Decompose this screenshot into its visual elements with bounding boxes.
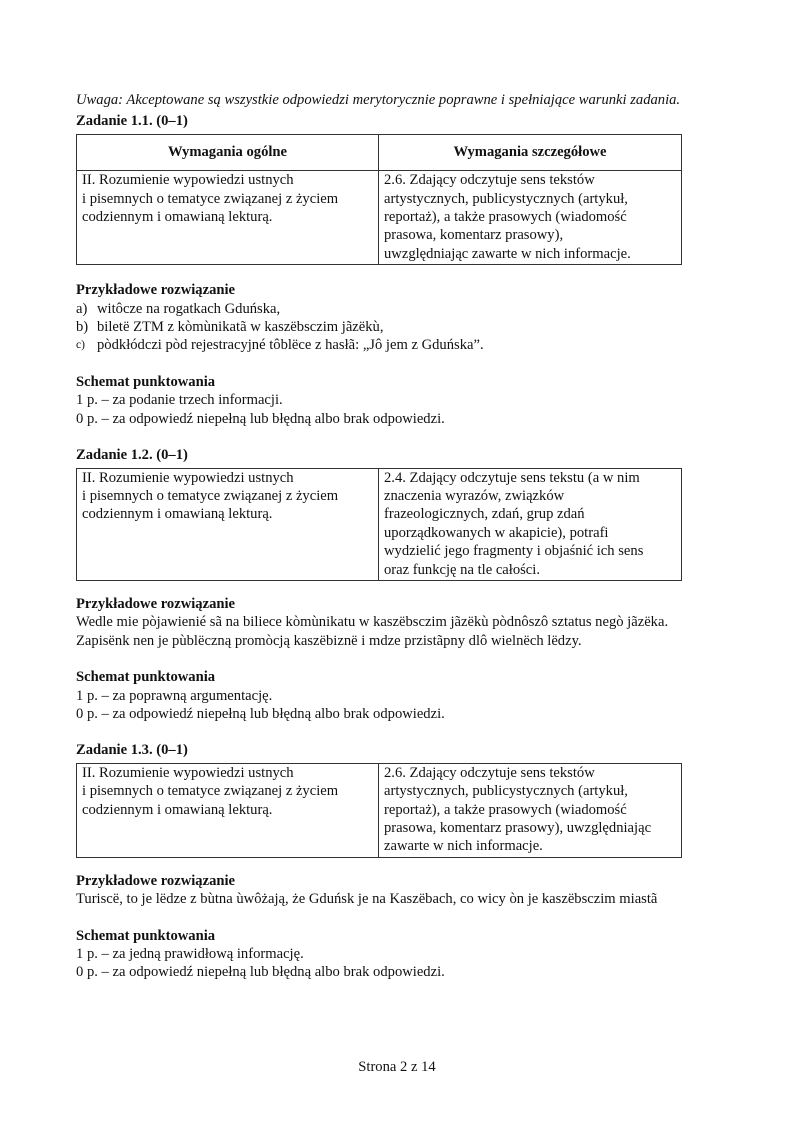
- specific-requirement: 2.6. Zdający odczytuje sens tekstów artystycznych, publicystycznych (artykuł, reportaż), a także prasowych (wiadomość prasowa, komentarz prasowy), uwzględniając zawarte w nich informacje.: [379, 763, 682, 857]
- specific-requirement: 2.6. Zdający odczytuje sens tekstów artystycznych, publicystycznych (artykuł, reportaż), a także prasowych (wiadomość prasowa, komentarz prasowy), uwzględniając zawarte w nich informacje.: [379, 171, 682, 265]
- solution-text: Wedle mie pòjawienié sã na biliece kòmùnikatu w kaszëbsczim jãzëkù pòdnôszô sztatus negò jãzëka. Zapisënk nen je pùblëczną promòcją kaszëbiznë i mdze przistãpny dlô wielnëch lëdzy.: [76, 614, 669, 649]
- solution-list: [76, 300, 681, 355]
- table-row: [77, 468, 682, 580]
- list-text: pòdkłódczi pòd rejestracyjné tôblëce z hasłã: „Jô jem z Gduńska”.: [97, 337, 484, 354]
- solution-heading: Przykładowe rozwiązanie: [76, 872, 236, 889]
- requirements-table: [76, 468, 682, 581]
- scoring-heading: Schemat punktowania: [76, 669, 216, 686]
- solution-heading: Przykładowe rozwiązanie: [76, 595, 236, 612]
- specific-requirement: 2.4. Zdający odczytuje sens tekstu (a w nim znaczenia wyrazów, związków frazeologicznych, zdań, grup zdań uporządkowanych w akapicie), potrafi wydzielić jego fragmenty i objaśnić ich sens oraz funkcję na tle całości.: [379, 468, 682, 580]
- list-text: witôcze na rogatkach Gduńska,: [97, 300, 281, 317]
- general-requirement: II. Rozumienie wypowiedzi ustnych i pisemnych o tematyce związanej z życiem codziennym i omawianą lekturą.: [77, 171, 379, 265]
- task-1-2: [76, 446, 681, 723]
- score-0: 0 p. – za odpowiedź niepełną lub błędną albo brak odpowiedzi.: [76, 410, 445, 427]
- header-specific: Wymagania szczegółowe: [379, 134, 682, 170]
- task-title: Zadanie 1.1. (0–1): [76, 113, 188, 130]
- note: Uwaga: Akceptowane są wszystkie odpowiedzi merytorycznie poprawne i spełniające warunki zadania.: [76, 92, 681, 108]
- list-text: biletë ZTM z kòmùnikatã w kaszëbsczim jãzëkù,: [97, 319, 384, 336]
- table-row: [77, 171, 682, 265]
- scoring-heading: Schemat punktowania: [76, 927, 216, 944]
- list-label: b): [76, 319, 89, 336]
- score-1: 1 p. – za jedną prawidłową informację.: [76, 946, 304, 963]
- requirements-table: [76, 134, 682, 265]
- table-row: [77, 763, 682, 857]
- score-0: 0 p. – za odpowiedź niepełną lub błędną albo brak odpowiedzi.: [76, 705, 445, 722]
- task-1-3: [76, 741, 681, 981]
- solution-heading: Przykładowe rozwiązanie: [76, 282, 236, 299]
- list-item: [76, 318, 681, 336]
- task-title: Zadanie 1.2. (0–1): [76, 447, 188, 464]
- score-1: 1 p. – za poprawną argumentację.: [76, 687, 273, 704]
- task-title: Zadanie 1.3. (0–1): [76, 742, 188, 759]
- header-general: Wymagania ogólne: [77, 134, 379, 170]
- page-content: [76, 91, 681, 982]
- solution-text: Turiscë, to je lëdze z bùtna ùwôżają, że Gduńsk je na Kaszëbach, co wicy òn je kaszëbsczim miastã: [76, 891, 658, 908]
- table-header-row: [77, 134, 682, 170]
- scoring-heading: Schemat punktowania: [76, 373, 216, 390]
- score-0: 0 p. – za odpowiedź niepełną lub błędną albo brak odpowiedzi.: [76, 964, 445, 981]
- page-number: Strona 2 z 14: [358, 1059, 436, 1075]
- general-requirement: II. Rozumienie wypowiedzi ustnych i pisemnych o tematyce związanej z życiem codziennym i omawianą lekturą.: [77, 468, 379, 580]
- list-item: [76, 336, 681, 354]
- task-1-1: [76, 112, 681, 428]
- general-requirement: II. Rozumienie wypowiedzi ustnych i pisemnych o tematyce związanej z życiem codziennym i omawianą lekturą.: [77, 763, 379, 857]
- score-1: 1 p. – za podanie trzech informacji.: [76, 392, 283, 409]
- list-label: a): [76, 300, 88, 317]
- list-label: c): [76, 339, 85, 352]
- list-item: [76, 300, 681, 318]
- requirements-table: [76, 763, 682, 858]
